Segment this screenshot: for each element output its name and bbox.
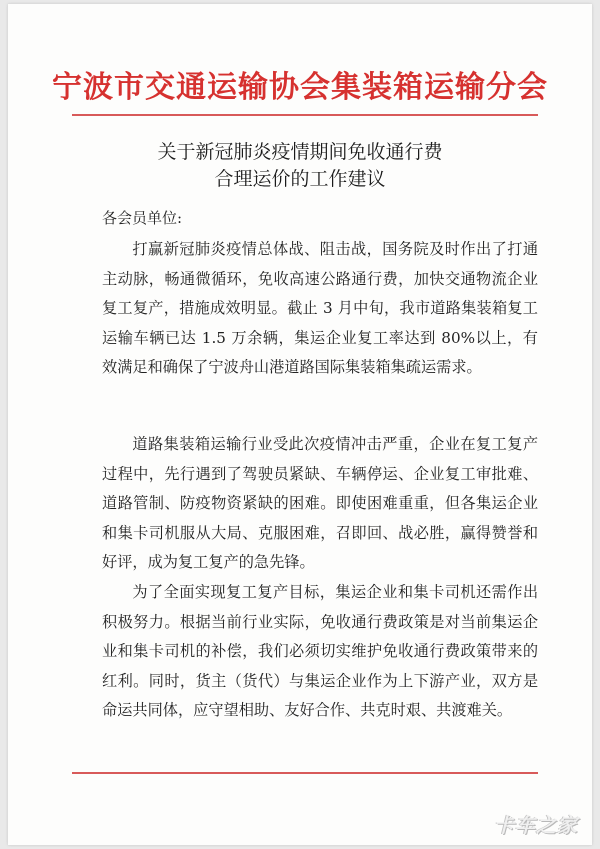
salutation: 各会员单位: xyxy=(102,209,183,227)
body-paragraph-2: 道路集装箱运输行业受此次疫情冲击严重，企业在复工复产过程中，先行遇到了驾驶员紧缺、车辆停运、企业复工审批难、道路管制、防疫物资紧缺的困难。即使困难重重，但各集运企业和集卡司机服从大局、克服困难，召即回、战必胜，赢得赞誉和好评，成为复工复产的急先锋。 xyxy=(102,435,538,571)
footer-divider xyxy=(72,772,538,774)
document-title-line-1: 关于新冠肺炎疫情期间免收通行费 xyxy=(157,141,443,163)
letterhead-divider xyxy=(72,114,538,116)
body-paragraph-1: 打赢新冠肺炎疫情总体战、阻击战，国务院及时作出了打通主动脉，畅通微循环，免收高速公路通行费，加快交通物流企业复工复产，措施成效明显。截止 3 月中旬，我市道路集装箱复工运输车辆已达 1.5 万余辆，集运企业复工率达到 80%以上，有效满足和确保了宁波舟山港道路国际集装箱集疏运需求。 xyxy=(102,240,538,376)
site-watermark: 卡车之家 xyxy=(494,813,578,837)
document-page xyxy=(8,4,592,845)
letterhead-organization: 宁波市交通运输协会集装箱运输分会 xyxy=(52,70,548,105)
body-paragraph-3: 为了全面实现复工复产目标，集运企业和集卡司机还需作出积极努力。根据当前行业实际，免收通行费政策是对当前集运企业和集卡司机的补偿，我们必须切实维护免收通行费政策带来的红利。同时，货主（货代）与集运企业作为上下游产业，双方是命运共同体，应守望相助、友好合作、共克时艰、共渡难关。 xyxy=(102,583,538,719)
document-title-line-2: 合理运价的工作建议 xyxy=(214,168,386,190)
